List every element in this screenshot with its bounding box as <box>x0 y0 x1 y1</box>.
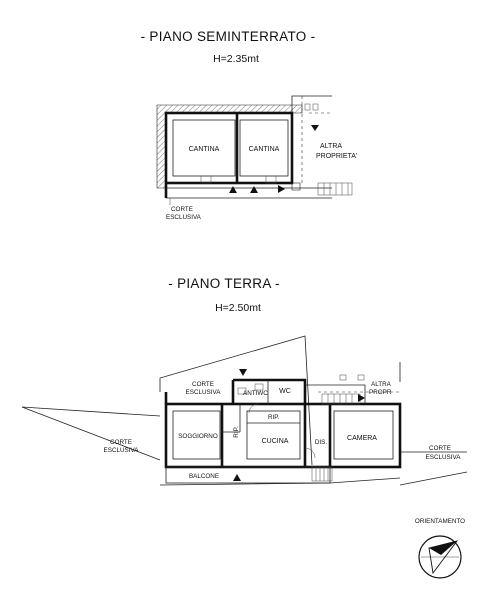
entrance-arrow-icon <box>358 394 365 402</box>
room-rip: RIP. <box>268 414 280 421</box>
label-esclusiva-left: ESCLUSIVA <box>103 447 139 454</box>
room-balcone: BALCONE <box>188 473 220 480</box>
label-esclusiva-right: ESCLUSIVA <box>425 454 461 461</box>
room-cantina-left: CANTINA <box>188 146 220 153</box>
entrance-arrow-icon <box>239 369 247 376</box>
room-dis: DIS. <box>314 439 328 446</box>
terra-plan <box>22 336 467 485</box>
room-soggiorno: SOGGIORNO <box>178 433 218 440</box>
compass-icon <box>419 536 461 578</box>
label-corte-right: CORTE <box>429 445 451 452</box>
room-camera: CAMERA <box>347 435 377 442</box>
entrance-arrow-icon <box>229 186 237 193</box>
label-corte: CORTE <box>171 206 193 213</box>
label-altra-terra: ALTRA <box>371 381 391 388</box>
label-proprieta: PROPRIETA' <box>316 153 358 160</box>
room-rip-vertical: RIP. <box>233 426 240 438</box>
label-corte-top: CORTE <box>192 381 214 388</box>
seminterrato-title: - PIANO SEMINTERRATO - <box>140 29 316 44</box>
room-antiwc: ANTIWC <box>243 390 268 397</box>
orientation-label: ORIENTAMENTO <box>414 518 466 525</box>
terra-title: - PIANO TERRA - <box>168 276 280 291</box>
entrance-arrow-icon <box>311 125 319 131</box>
terra-height: H=2.50mt <box>215 302 261 314</box>
entrance-arrow-icon <box>278 185 285 193</box>
label-corte-left: CORTE <box>110 439 132 446</box>
room-cantina-right: CANTINA <box>248 146 280 153</box>
entrance-arrow-icon <box>233 474 241 481</box>
label-esclusiva: ESCLUSIVA <box>166 214 201 221</box>
entrance-arrow-icon <box>250 186 258 193</box>
room-cucina: CUCINA <box>261 438 289 445</box>
label-altra: ALTRA <box>320 143 343 150</box>
seminterrato-height: H=2.35mt <box>213 53 259 65</box>
label-propr-terra: PROPR <box>369 389 392 396</box>
label-esclusiva-top: ESCLUSIVA <box>185 389 221 396</box>
room-wc: WC <box>279 388 291 395</box>
